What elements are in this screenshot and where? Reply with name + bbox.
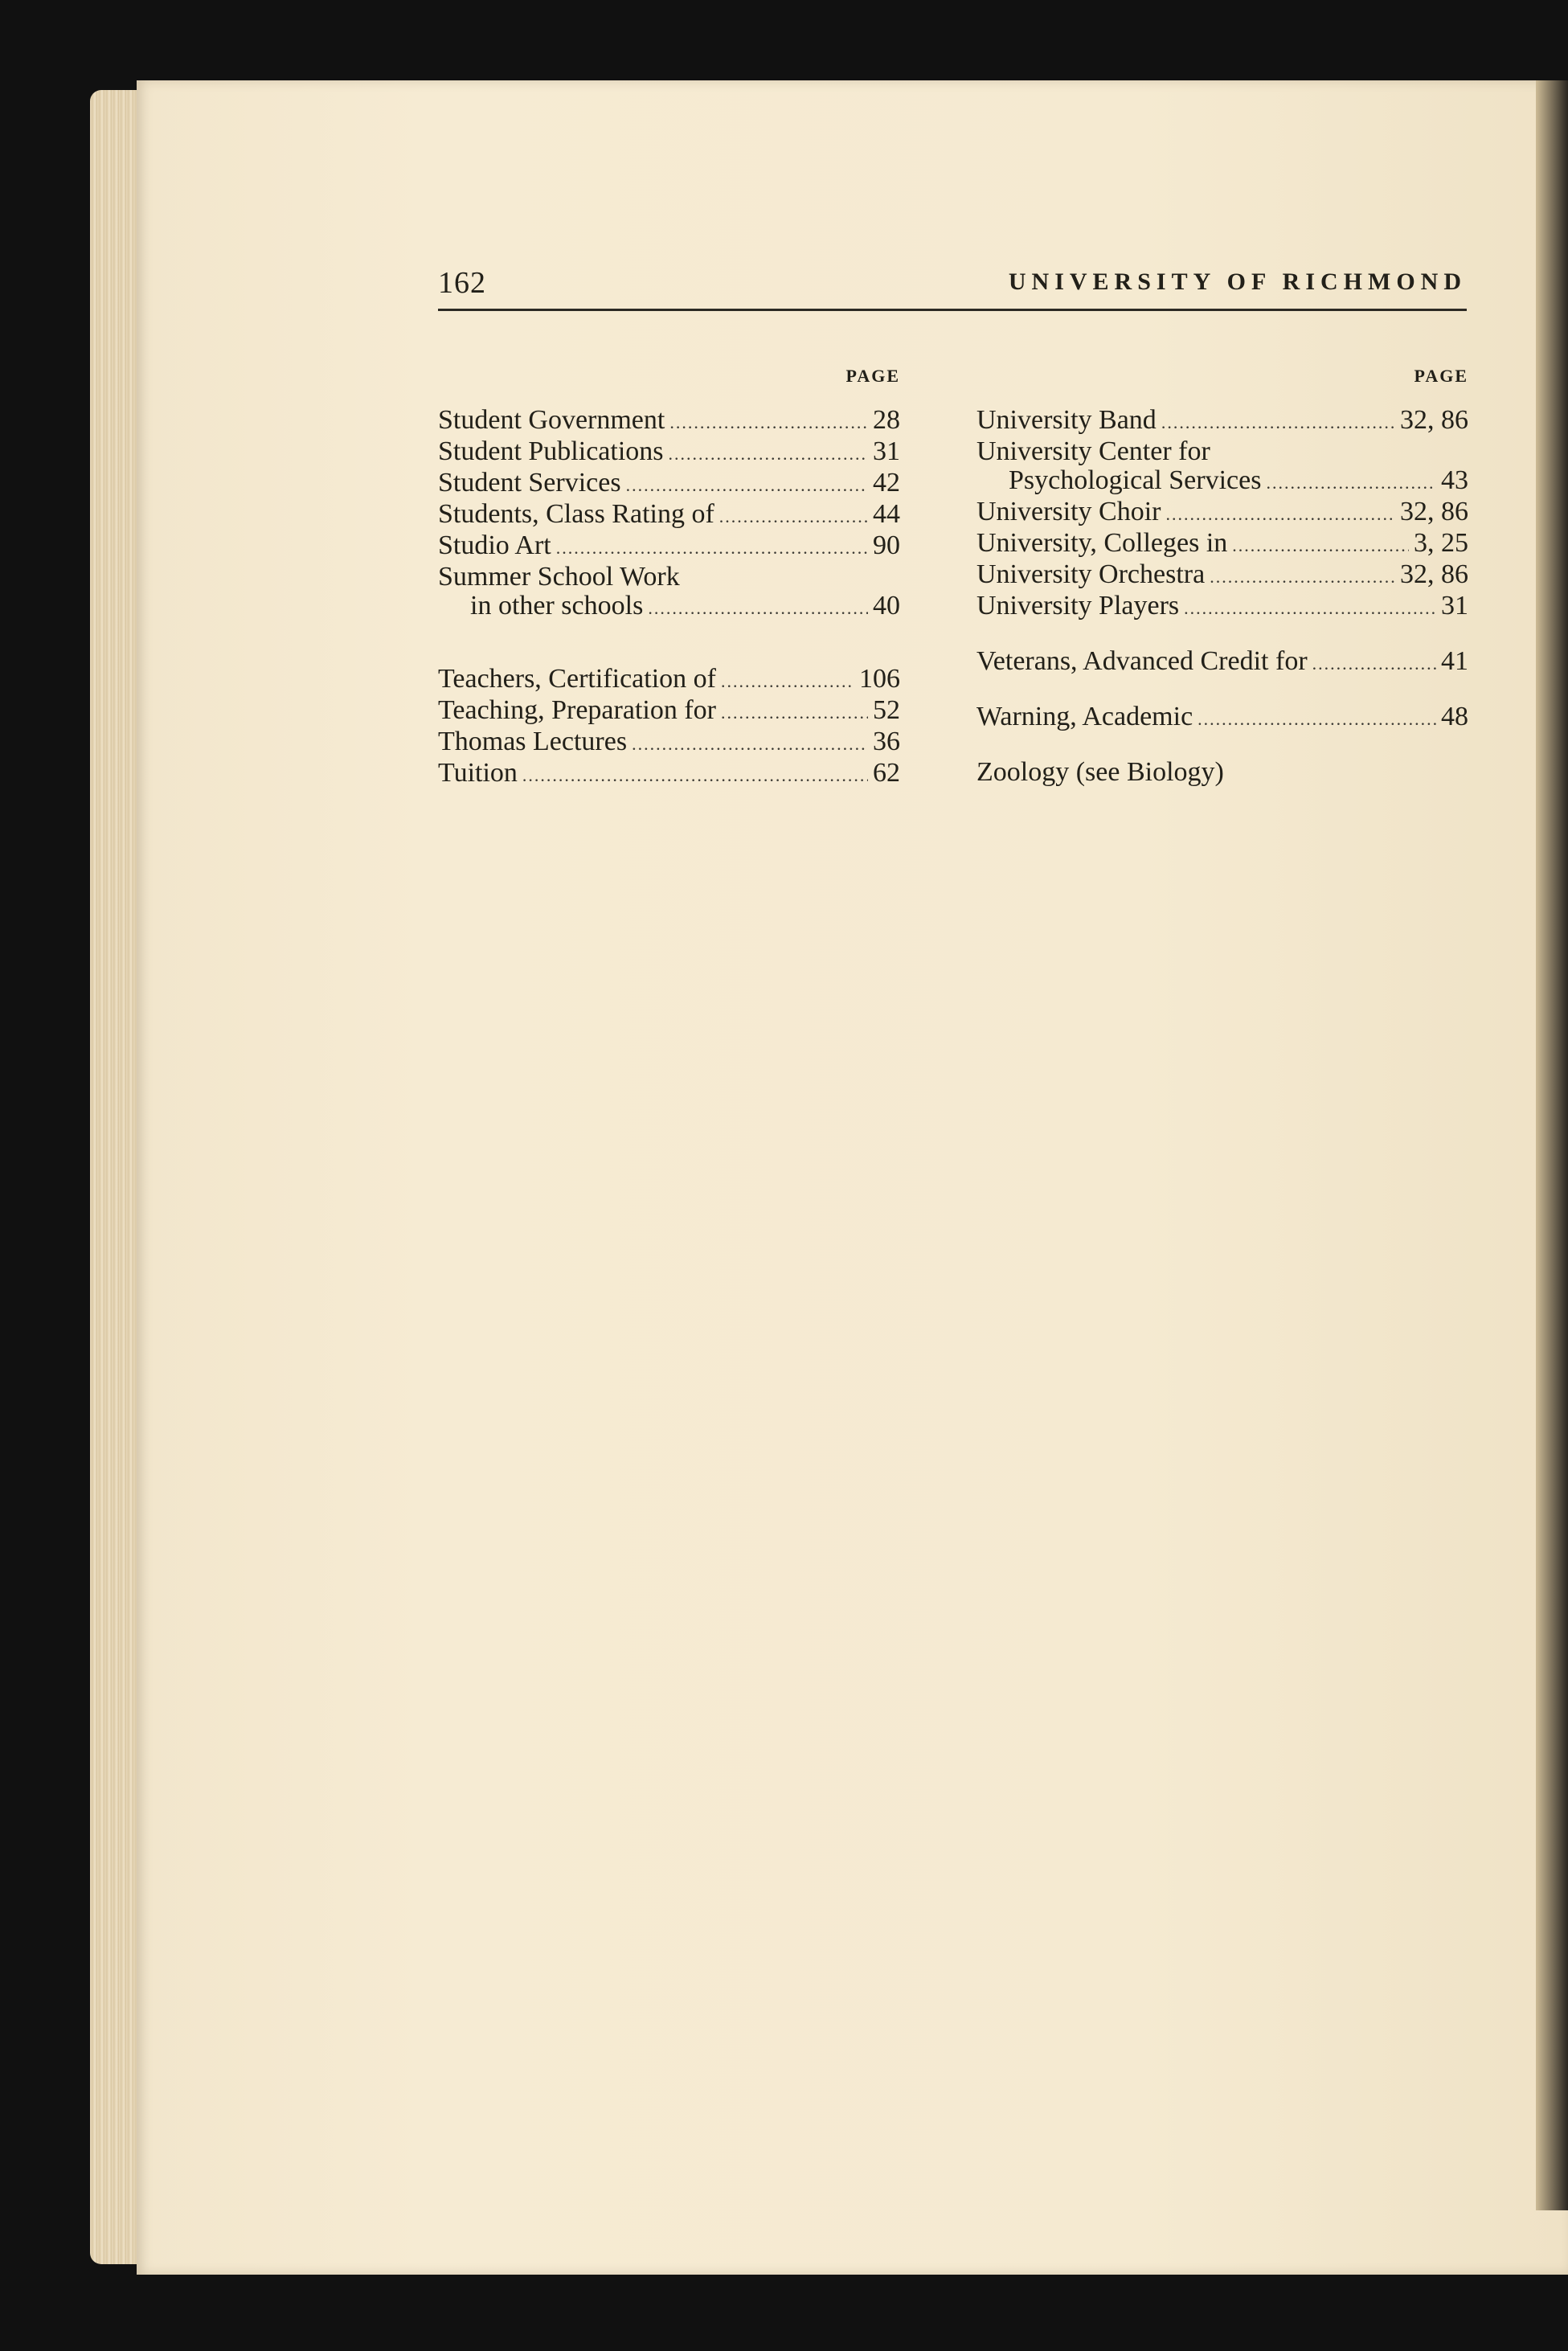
index-entry	[976, 758, 1468, 787]
leader-dots	[1161, 408, 1395, 437]
entry-pages: 3, 25	[1414, 528, 1468, 558]
leader-dots	[1197, 705, 1436, 734]
leader-dots	[669, 440, 869, 469]
entry-term: University Choir	[976, 497, 1161, 526]
page-number: 162	[438, 266, 486, 300]
entry-pages: 28	[873, 405, 900, 435]
index-entry	[438, 727, 900, 759]
leader-dots	[1312, 649, 1436, 678]
entry-pages: 32, 86	[1400, 497, 1468, 526]
entry-term: University Orchestra	[976, 559, 1206, 589]
running-head: UNIVERSITY OF RICHMOND	[1008, 268, 1467, 295]
header-rule	[438, 309, 1467, 311]
index-entry	[438, 563, 900, 592]
entry-term: Warning, Academic	[976, 702, 1193, 731]
entry-term: Tuition	[438, 758, 518, 788]
index-entry	[976, 498, 1468, 529]
leader-dots	[721, 698, 868, 727]
leader-dots	[556, 534, 868, 563]
index-entry	[438, 469, 900, 500]
entry-pages: 31	[1441, 591, 1468, 621]
entry-pages: 43	[1441, 465, 1468, 495]
entry-pages: 44	[873, 499, 900, 529]
entry-term: Student Services	[438, 468, 621, 498]
entry-pages: 48	[1441, 702, 1468, 731]
index-subentry	[976, 466, 1468, 498]
entry-pages: 32, 86	[1400, 559, 1468, 589]
index-column-right	[976, 366, 1468, 787]
index-entry	[438, 500, 900, 531]
leader-dots	[1232, 531, 1409, 560]
index-entry	[438, 665, 900, 696]
leader-dots	[1165, 500, 1395, 529]
entry-pages: 90	[873, 530, 900, 560]
index-entry	[976, 647, 1468, 678]
entry-pages: 31	[873, 436, 900, 466]
entry-term: in other schools	[470, 591, 644, 621]
index-entry	[976, 406, 1468, 437]
leader-dots	[648, 594, 868, 623]
index-entry	[976, 437, 1468, 466]
leader-dots	[1184, 594, 1436, 623]
index-entry	[438, 696, 900, 727]
entry-term: University Band	[976, 405, 1157, 435]
index-entry	[976, 560, 1468, 592]
entry-term: University, Colleges in	[976, 528, 1228, 558]
index-entry	[438, 759, 900, 790]
index-subentry	[438, 592, 900, 623]
page-header	[438, 265, 1467, 305]
entry-pages: 106	[859, 664, 900, 694]
leader-dots	[1210, 563, 1395, 592]
entry-pages: 42	[873, 468, 900, 498]
page-column-label: PAGE	[845, 366, 900, 386]
entry-term: Studio Art	[438, 530, 551, 560]
index-entry	[438, 406, 900, 437]
entry-pages: 36	[873, 727, 900, 756]
entry-term: Teachers, Certification of	[438, 664, 716, 694]
entry-term: Psychological Services	[1009, 465, 1262, 495]
leader-dots	[719, 502, 868, 531]
index-entry	[438, 437, 900, 469]
leader-dots	[669, 408, 868, 437]
index-entry	[976, 529, 1468, 560]
entry-term: Student Government	[438, 405, 665, 435]
entry-pages: 62	[873, 758, 900, 788]
index-entry	[976, 592, 1468, 623]
entry-term: Zoology (see Biology)	[976, 757, 1224, 787]
entry-pages: 52	[873, 695, 900, 725]
entry-term: University Center for	[976, 436, 1210, 466]
entry-pages: 40	[873, 591, 900, 621]
entry-pages: 41	[1441, 646, 1468, 676]
page-column-label: PAGE	[1414, 366, 1468, 386]
index-column-left	[438, 366, 900, 790]
index-entry	[976, 702, 1468, 734]
entry-term: University Players	[976, 591, 1180, 621]
leader-dots	[632, 730, 868, 759]
leader-dots	[522, 761, 868, 790]
facing-page-edge	[1536, 80, 1568, 2210]
index-entry	[438, 531, 900, 563]
entry-term: Thomas Lectures	[438, 727, 628, 756]
entry-term: Summer School Work	[438, 562, 680, 592]
leader-dots	[626, 471, 868, 500]
leader-dots	[721, 667, 854, 696]
leader-dots	[1266, 469, 1436, 498]
entry-term: Teaching, Preparation for	[438, 695, 716, 725]
entry-pages: 32, 86	[1400, 405, 1468, 435]
entry-term: Veterans, Advanced Credit for	[976, 646, 1308, 676]
entry-term: Student Publications	[438, 436, 664, 466]
entry-term: Students, Class Rating of	[438, 499, 714, 529]
